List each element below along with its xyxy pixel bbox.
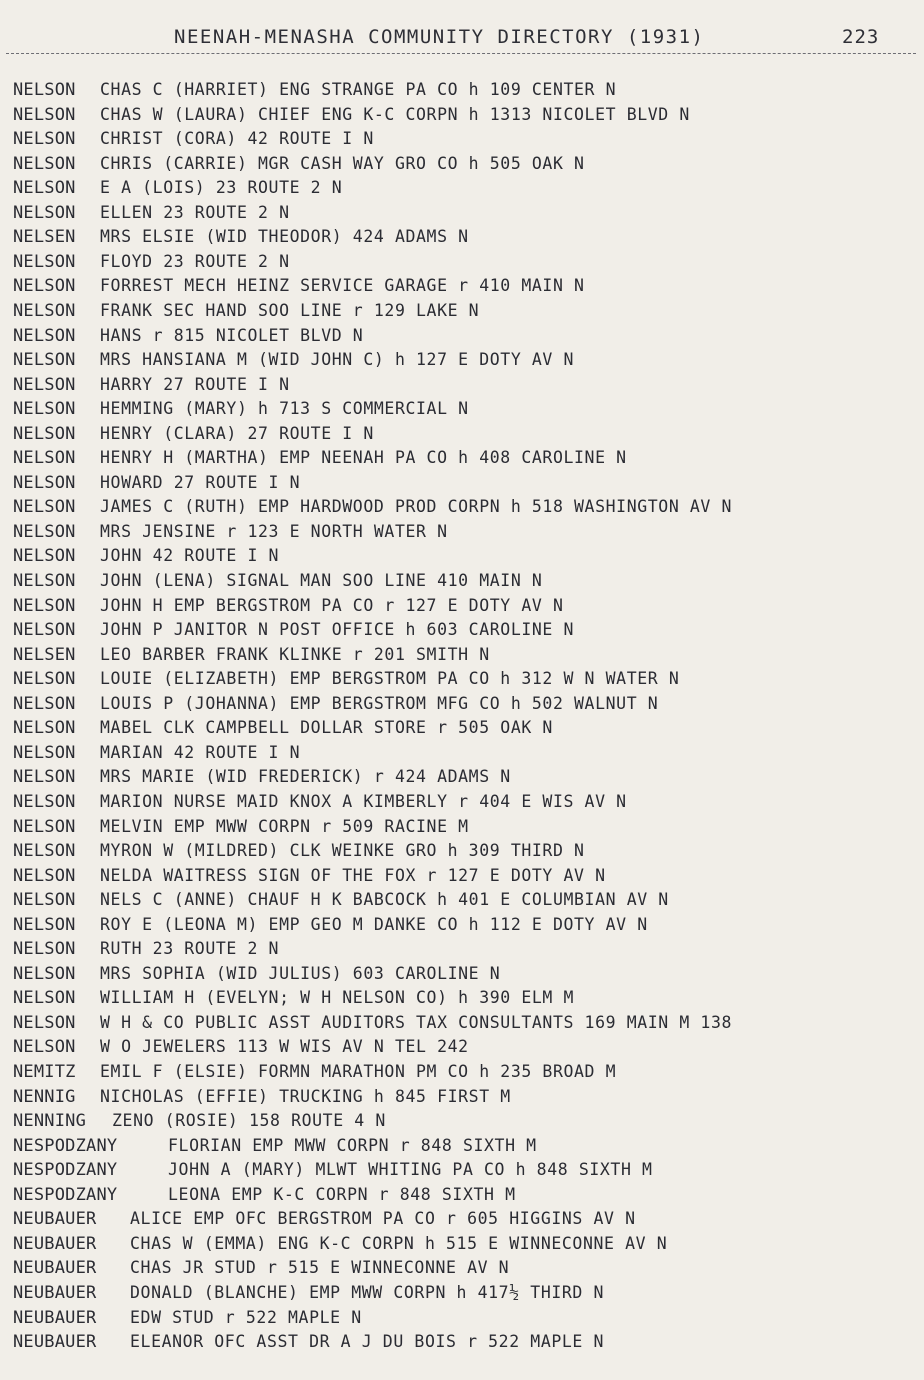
directory-entry (0, 817, 924, 841)
directory-entry (0, 1160, 924, 1184)
directory-entry (0, 227, 924, 251)
directory-entry (0, 841, 924, 865)
entry-details: MRS SOPHIA (WID JULIUS) 603 CAROLINE N (100, 963, 501, 983)
directory-entry (0, 767, 924, 791)
directory-entry (0, 1234, 924, 1258)
directory-entry (0, 546, 924, 570)
directory-entry (0, 890, 924, 914)
entry-surname: NELSON (13, 718, 76, 739)
entry-details: MELVIN EMP MWW CORPN r 509 RACINE M (100, 816, 469, 836)
entry-details: MRS JENSINE r 123 E NORTH WATER N (100, 521, 448, 541)
directory-entry (0, 1037, 924, 1061)
entry-details: LEONA EMP K-C CORPN r 848 SIXTH M (168, 1184, 516, 1204)
entry-details: EMIL F (ELSIE) FORMN MARATHON PM CO h 235 BROAD M (100, 1062, 617, 1081)
entry-details: JOHN H EMP BERGSTROM PA CO r 127 E DOTY AV N (100, 595, 564, 615)
entry-details: FORREST MECH HEINZ SERVICE GARAGE r 410 MAIN N (100, 276, 585, 296)
entry-details: W O JEWELERS 113 W WIS AV N TEL 242 (100, 1037, 469, 1057)
entry-details: NELS C (ANNE) CHAUF H K BABCOCK h 401 E COLUMBIAN AV N (100, 890, 669, 910)
directory-entry (0, 939, 924, 963)
entry-surname: NELSON (13, 791, 76, 812)
directory-entry (0, 620, 924, 644)
entry-details: E A (LOIS) 23 ROUTE 2 N (100, 178, 343, 198)
entry-details: HOWARD 27 ROUTE I N (100, 472, 301, 492)
entry-details: HARRY 27 ROUTE I N (100, 374, 290, 394)
entry-surname: NELSON (13, 914, 76, 935)
entry-details: CHAS JR STUD r 515 E WINNECONNE AV N (130, 1258, 510, 1278)
directory-entry (0, 1308, 924, 1332)
directory-entry (0, 154, 924, 178)
directory-entry (0, 743, 924, 767)
entry-details: CHAS C (HARRIET) ENG STRANGE PA CO h 109 CENTER N (100, 80, 617, 99)
entry-surname: NELSON (13, 374, 76, 395)
entry-surname: NESPODZANY (13, 1160, 118, 1181)
entry-details: LEO BARBER FRANK KLINKE r 201 SMITH N (100, 644, 490, 664)
entry-surname: NELSON (13, 767, 76, 788)
entry-details: EDW STUD r 522 MAPLE N (130, 1307, 362, 1327)
entry-surname: NEUBAUER (13, 1307, 97, 1328)
directory-entry (0, 1332, 924, 1356)
entry-details: CHAS W (LAURA) CHIEF ENG K-C CORPN h 1313 NICOLET BLVD N (100, 104, 690, 124)
directory-entry (0, 178, 924, 202)
entry-details: JOHN P JANITOR N POST OFFICE h 603 CAROLINE N (100, 620, 575, 640)
entry-surname: NELSON (13, 251, 76, 272)
entry-surname: NELSON (13, 620, 76, 641)
entry-details: ROY E (LEONA M) EMP GEO M DANKE CO h 112 E DOTY AV N (100, 914, 648, 934)
entry-details: W H & CO PUBLIC ASST AUDITORS TAX CONSULTANTS 169 MAIN M 138 (100, 1012, 733, 1032)
entry-details: FRANK SEC HAND SOO LINE r 129 LAKE N (100, 300, 480, 320)
entry-surname: NEMITZ (13, 1062, 76, 1082)
entry-surname: NELSON (13, 521, 76, 542)
directory-entry (0, 718, 924, 742)
entry-surname: NESPODZANY (13, 1184, 118, 1205)
entry-details: MRS MARIE (WID FREDERICK) r 424 ADAMS N (100, 767, 511, 787)
directory-entry (0, 571, 924, 595)
entry-surname: NELSON (13, 202, 76, 223)
entry-surname: NENNIG (13, 1086, 76, 1107)
entry-surname: NELSON (13, 300, 76, 321)
directory-entry (0, 988, 924, 1012)
entry-details: HANS r 815 NICOLET BLVD N (100, 325, 364, 345)
entry-surname: NELSON (13, 1012, 76, 1033)
directory-entry (0, 522, 924, 546)
directory-entry (0, 350, 924, 374)
directory-entry (0, 203, 924, 227)
entry-details: HEMMING (MARY) h 713 S COMMERCIAL N (100, 399, 469, 419)
entry-surname: NENNING (13, 1111, 87, 1132)
entry-surname: NEUBAUER (13, 1233, 97, 1254)
page-number: 223 (842, 26, 880, 48)
entry-details: FLORIAN EMP MWW CORPN r 848 SIXTH M (168, 1135, 537, 1155)
directory-entry (0, 448, 924, 472)
entry-details: HENRY H (MARTHA) EMP NEENAH PA CO h 408 CAROLINE N (100, 448, 627, 468)
entry-surname: NELSEN (13, 644, 76, 665)
entry-surname: NELSON (13, 939, 76, 960)
entry-details: MYRON W (MILDRED) CLK WEINKE GRO h 309 THIRD N (100, 841, 585, 861)
entry-surname: NELSON (13, 178, 76, 199)
entry-details: ALICE EMP OFC BERGSTROM PA CO r 605 HIGGINS AV N (130, 1209, 636, 1229)
entry-details: DONALD (BLANCHE) EMP MWW CORPN h 417½ THIRD N (130, 1282, 605, 1302)
directory-entry (0, 301, 924, 325)
directory-entry (0, 1062, 924, 1086)
entry-surname: NELSON (13, 816, 76, 837)
entry-surname: NELSON (13, 841, 76, 862)
entry-details: MRS ELSIE (WID THEODOR) 424 ADAMS N (100, 227, 469, 247)
entry-surname: NEUBAUER (13, 1282, 97, 1303)
directory-entry (0, 1013, 924, 1037)
entry-details: CHRIS (CARRIE) MGR CASH WAY GRO CO h 505 OAK N (100, 153, 585, 173)
entry-surname: NELSON (13, 276, 76, 297)
entry-details: JOHN (LENA) SIGNAL MAN SOO LINE 410 MAIN N (100, 571, 543, 590)
entry-surname: NELSON (13, 742, 76, 763)
entry-details: RUTH 23 ROUTE 2 N (100, 939, 280, 959)
entry-details: MARION NURSE MAID KNOX A KIMBERLY r 404 E WIS AV N (100, 791, 627, 811)
directory-entry (0, 1258, 924, 1282)
entry-surname: NELSON (13, 865, 76, 886)
entry-details: ELEANOR OFC ASST DR A J DU BOIS r 522 MAPLE N (130, 1332, 605, 1352)
directory-entry (0, 866, 924, 890)
directory-entry (0, 473, 924, 497)
entry-surname: NELSON (13, 693, 76, 714)
entry-surname: NELSON (13, 423, 76, 444)
entry-surname: NELSON (13, 890, 76, 911)
directory-entry (0, 326, 924, 350)
entry-details: NELDA WAITRESS SIGN OF THE FOX r 127 E DOTY AV N (100, 865, 606, 885)
entry-surname: NELSON (13, 325, 76, 346)
entry-surname: NELSON (13, 546, 76, 567)
directory-entry (0, 1136, 924, 1160)
entry-surname: NEUBAUER (13, 1258, 97, 1279)
entry-surname: NELSON (13, 669, 76, 690)
entry-surname: NELSON (13, 153, 76, 174)
entry-details: WILLIAM H (EVELYN; W H NELSON CO) h 390 ELM M (100, 988, 575, 1008)
entry-surname: NEUBAUER (13, 1332, 97, 1353)
entry-surname: NELSON (13, 472, 76, 493)
directory-entry (0, 1185, 924, 1209)
entry-details: CHAS W (EMMA) ENG K-C CORPN h 515 E WINNECONNE AV N (130, 1233, 668, 1253)
directory-entry (0, 1209, 924, 1233)
entry-details: LOUIE (ELIZABETH) EMP BERGSTROM PA CO h 312 W N WATER N (100, 669, 680, 689)
entry-surname: NELSON (13, 350, 76, 371)
directory-entry (0, 80, 924, 104)
entry-surname: NELSON (13, 80, 76, 100)
directory-entry (0, 694, 924, 718)
entry-surname: NELSON (13, 399, 76, 420)
directory-entry (0, 1087, 924, 1111)
directory-entry (0, 276, 924, 300)
entry-surname: NELSON (13, 988, 76, 1009)
directory-entry (0, 792, 924, 816)
directory-entry (0, 252, 924, 276)
entry-details: JOHN A (MARY) MLWT WHITING PA CO h 848 SIXTH M (168, 1160, 653, 1180)
directory-entry (0, 105, 924, 129)
entry-surname: NELSON (13, 497, 76, 518)
entry-surname: NESPODZANY (13, 1135, 118, 1156)
entry-details: JAMES C (RUTH) EMP HARDWOOD PROD CORPN h 518 WASHINGTON AV N (100, 497, 733, 517)
directory-entry (0, 424, 924, 448)
directory-entry (0, 1283, 924, 1307)
entry-surname: NELSON (13, 104, 76, 125)
entry-details: ELLEN 23 ROUTE 2 N (100, 202, 290, 222)
entry-surname: NELSEN (13, 227, 76, 248)
entry-details: MABEL CLK CAMPBELL DOLLAR STORE r 505 OAK N (100, 718, 553, 738)
entry-details: HENRY (CLARA) 27 ROUTE I N (100, 423, 374, 443)
entry-surname: NELSON (13, 963, 76, 984)
entry-details: ZENO (ROSIE) 158 ROUTE 4 N (112, 1111, 386, 1131)
entry-details: MRS HANSIANA M (WID JOHN C) h 127 E DOTY AV N (100, 350, 575, 370)
directory-entry (0, 596, 924, 620)
directory-entry (0, 399, 924, 423)
directory-entry (0, 375, 924, 399)
entry-details: MARIAN 42 ROUTE I N (100, 742, 301, 762)
entry-details: LOUIS P (JOHANNA) EMP BERGSTROM MFG CO h 502 WALNUT N (100, 693, 659, 713)
entry-surname: NELSON (13, 1037, 76, 1058)
page-title: NEENAH-MENASHA COMMUNITY DIRECTORY (1931) (174, 26, 705, 48)
directory-entry (0, 645, 924, 669)
directory-entry (0, 497, 924, 521)
directory-entry (0, 129, 924, 153)
entry-details: CHRIST (CORA) 42 ROUTE I N (100, 129, 374, 149)
entry-details: NICHOLAS (EFFIE) TRUCKING h 845 FIRST M (100, 1086, 511, 1106)
directory-entry (0, 964, 924, 988)
entry-details: JOHN 42 ROUTE I N (100, 546, 280, 566)
directory-entry (0, 1111, 924, 1135)
directory-entry (0, 669, 924, 693)
entry-surname: NELSON (13, 448, 76, 469)
entry-surname: NELSON (13, 595, 76, 616)
entry-details: FLOYD 23 ROUTE 2 N (100, 251, 290, 271)
entry-surname: NELSON (13, 571, 76, 591)
header-rule (6, 53, 916, 54)
directory-entry (0, 915, 924, 939)
entry-surname: NELSON (13, 129, 76, 150)
entry-surname: NEUBAUER (13, 1209, 97, 1230)
